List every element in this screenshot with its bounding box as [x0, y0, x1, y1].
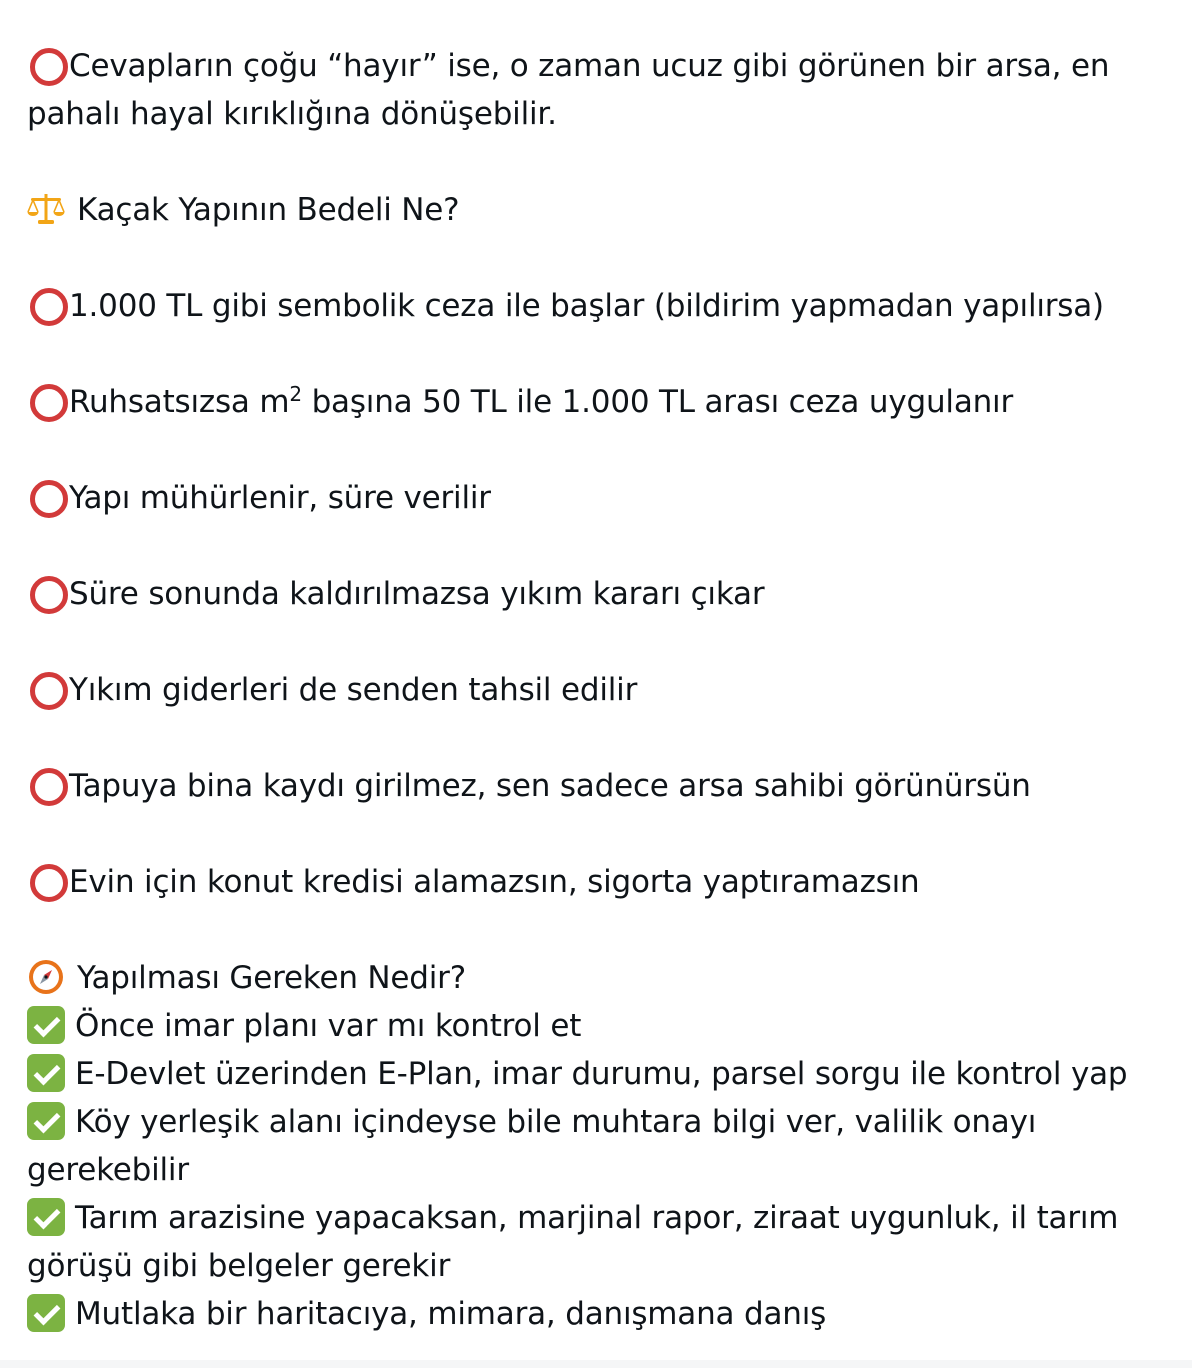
red-circle-icon — [27, 574, 67, 612]
penalty-item: 1.000 TL gibi sembolik ceza ile başlar (bildirim yapmadan yapılırsa) — [27, 282, 1157, 330]
check-mark-icon — [27, 1006, 65, 1044]
intro-line-2: pahalı hayal kırıklığına dönüşebilir. — [27, 96, 557, 132]
todo-item-continuation: gerekebilir — [27, 1152, 189, 1188]
balance-scale-icon — [27, 190, 65, 228]
post-text — [27, 42, 1157, 1338]
penalty-item: Evin için konut kredisi alamazsın, sigorta yaptıramazsın — [27, 858, 1157, 906]
red-circle-icon — [27, 766, 67, 804]
penalty-item: Tapuya bina kaydı girilmez, sen sadece arsa sahibi görünürsün — [27, 762, 1157, 810]
todo-item: Köy yerleşik alanı içindeyse bile muhtara bilgi ver, valilik onayı — [27, 1098, 1157, 1146]
bottom-divider — [0, 1360, 1192, 1368]
spacer — [27, 906, 1157, 954]
penalty-item: Süre sonunda kaldırılmazsa yıkım kararı çıkar — [27, 570, 1157, 618]
todo-item: Mutlaka bir haritacıya, mimara, danışmana danış — [27, 1290, 1157, 1338]
spacer — [27, 138, 1157, 186]
compass-icon — [27, 958, 65, 996]
check-mark-icon — [27, 1102, 65, 1140]
spacer — [27, 426, 1157, 474]
todo-item: Tarım arazisine yapacaksan, marjinal rapor, ziraat uygunluk, il tarım — [27, 1194, 1157, 1242]
red-circle-icon — [27, 382, 67, 420]
spacer — [27, 810, 1157, 858]
check-mark-icon — [27, 1054, 65, 1092]
todo-item-continuation: görüşü gibi belgeler gerekir — [27, 1248, 451, 1284]
red-circle-icon — [27, 286, 67, 324]
intro-line-1: Cevapların çoğu “hayır” ise, o zaman ucuz gibi görünen bir arsa, en — [27, 42, 1157, 90]
spacer — [27, 234, 1157, 282]
red-circle-icon — [27, 862, 67, 900]
penalty-item: Ruhsatsızsa $m^2$ başına 50 TL ile 1.000 TL arası ceza uygulanır — [27, 378, 1157, 426]
red-circle-icon — [27, 478, 67, 516]
section-heading-penalty: Kaçak Yapının Bedeli Ne? — [27, 186, 1157, 234]
todo-item: E-Devlet üzerinden E-Plan, imar durumu, parsel sorgu ile kontrol yap — [27, 1050, 1157, 1098]
spacer — [27, 714, 1157, 762]
spacer — [27, 618, 1157, 666]
spacer — [27, 330, 1157, 378]
section-heading-todo: Yapılması Gereken Nedir? — [27, 954, 1157, 1002]
spacer — [27, 522, 1157, 570]
check-mark-icon — [27, 1294, 65, 1332]
penalty-item: Yıkım giderleri de senden tahsil edilir — [27, 666, 1157, 714]
todo-item: Önce imar planı var mı kontrol et — [27, 1002, 1157, 1050]
red-circle-icon — [27, 670, 67, 708]
penalty-item: Yapı mühürlenir, süre verilir — [27, 474, 1157, 522]
check-mark-icon — [27, 1198, 65, 1236]
red-circle-icon — [27, 46, 67, 84]
